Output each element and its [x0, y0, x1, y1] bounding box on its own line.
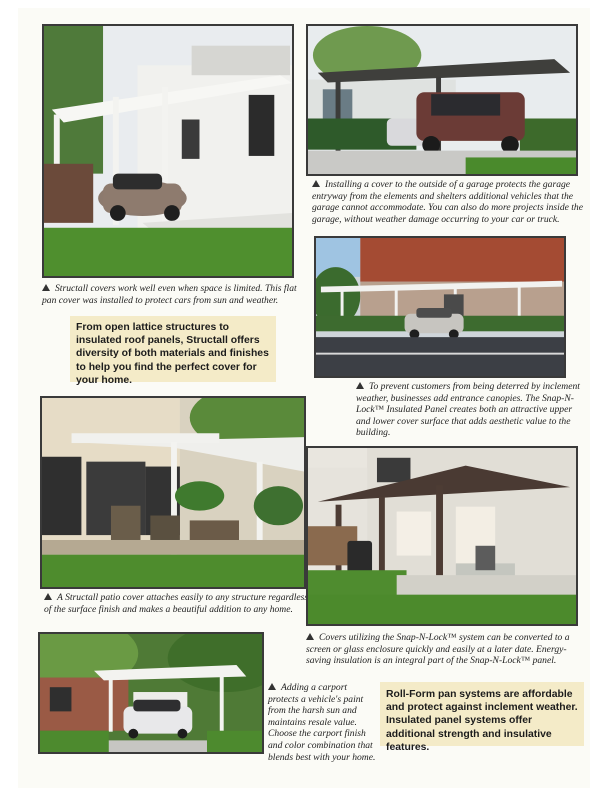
photo-flat-pan-cover: [42, 24, 294, 278]
triangle-bullet-icon: [42, 284, 50, 291]
caption-carport: [268, 682, 376, 763]
caption-snap-n-lock: [306, 632, 588, 667]
caption-garage-text: Installing a cover to the outside of a garage protects the garage entryway from the elements and shelters additional vehicles that the garage cannot accommodate. You can also do more projects inside the garage, without weather damage occurring to your car or truck.: [312, 179, 583, 225]
caption-canopy-text: To prevent customers from being deterred by inclement weather, businesses add entrance canopies. The Snap-N-Lock™ Insulated Panel creates both an attractive upper and lower cover surface that adds aesthetic value to the building.: [356, 381, 580, 439]
triangle-bullet-icon: [44, 593, 52, 600]
caption-carport-text: Adding a carport protects a vehicle's paint from the harsh sun and maintains resale value. Choose the carport finish and color combination that blends best with your home.: [268, 682, 376, 763]
triangle-bullet-icon: [268, 683, 276, 690]
triangle-bullet-icon: [356, 382, 364, 389]
photo-garage-cover: [306, 24, 578, 176]
photo-entrance-canopy: [314, 236, 566, 378]
caption-patio-text: A Structall patio cover attaches easily to any structure regardless of the surface finish and makes a beautiful addition to any home.: [44, 592, 309, 615]
triangle-bullet-icon: [312, 180, 320, 187]
photo-snap-n-lock-patio: [306, 446, 578, 626]
caption-entrance-canopy: [356, 381, 588, 439]
triangle-bullet-icon: [306, 633, 314, 640]
caption-flat-pan-text: Structall covers work well even when space is limited. This flat pan cover was installed to protect cars from sun and weather.: [42, 283, 297, 306]
callout-diversity: [70, 316, 276, 386]
callout-diversity-text: From open lattice structures to insulated roof panels, Structall offers diversity of both materials and finishes to help you find the perfect cover for your home.: [76, 322, 269, 386]
callout-roll-form-text: Roll-Form pan systems are affordable and protect against inclement weather. Insulated panel systems offer additional strength and insulative features.: [386, 689, 578, 753]
callout-roll-form: [380, 682, 584, 753]
photo-carport: [38, 632, 264, 754]
caption-snap-text: Covers utilizing the Snap-N-Lock™ system can be converted to a screen or glass enclosure quickly and easily at a later date. Energy-saving insulation is an integral part of the Snap-N-Lock™ panel.: [306, 632, 570, 667]
photo-patio-cover: [40, 396, 306, 589]
caption-flat-pan-cover: [42, 283, 304, 306]
caption-garage-cover: [312, 179, 584, 225]
caption-patio-cover: [44, 592, 314, 615]
